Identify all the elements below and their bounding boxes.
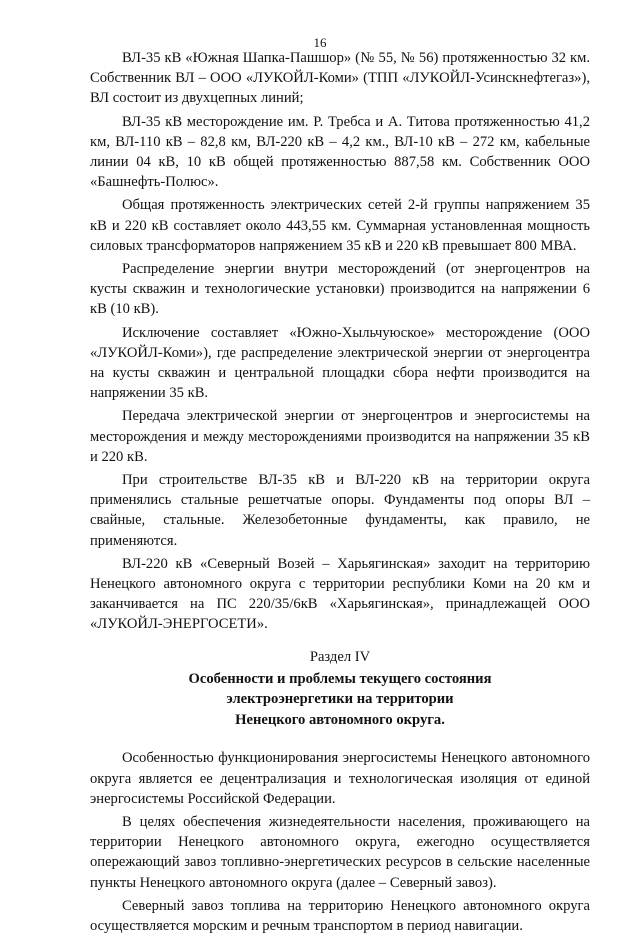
page-number: 16 — [313, 35, 327, 50]
paragraph: ВЛ-35 кВ «Южная Шапка-Пашшор» (№ 55, № 56) протяженностью 32 км. Собственник ВЛ – ООО «ЛУКОЙЛ-Коми» (ТПП «ЛУКОЙЛ-Усинскнефтегаз»), ВЛ состоит из двухцепных линий; — [90, 50, 590, 107]
section-title-line: Ненецкого автономного округа. — [235, 711, 445, 728]
paragraph: Общая протяженность электрических сетей 2-й группы напряжением 35 кВ и 220 кВ составляет около 443,55 км. Суммарная установленная мощность силовых трансформаторов напряжением 35 кВ и 220 кВ превышает 800 МВА. — [90, 197, 590, 254]
paragraph: Северный завоз топлива на территорию Ненецкого автономного округа осуществляется морским и речным транспортом в период навигации. — [90, 897, 590, 935]
paragraph: Особенностью функционирования энергосистемы Ненецкого автономного округа является ее децентрализация и технологическая изоляция от единой энергосистемы Российской Федерации. — [90, 750, 590, 807]
section-heading — [90, 647, 590, 731]
paragraph: При строительстве ВЛ-35 кВ и ВЛ-220 кВ на территории округа применялись стальные решетчатые опоры. Фундаменты под опоры ВЛ – свайные, стальные. Железобетонные фундаменты, как правило, не применяются. — [90, 472, 590, 549]
paragraph: Распределение энергии внутри месторождений (от энергоцентров на кусты скважин и технологические установки) производится на напряжении 6 кВ (10 кВ). — [90, 261, 590, 318]
paragraph: Исключение составляет «Южно-Хыльчуюское» месторождение (ООО «ЛУКОЙЛ-Коми»), где распределение электрической энергии от энергоцентра на кусты скважин и центральной площадки сбора нефти производится на напряжении 35 кВ. — [90, 324, 590, 402]
paragraph: В целях обеспечения жизнедеятельности населения, проживающего на территории Ненецкого автономного округа, ежегодно осуществляется опережающий завоз топливно-энергетических ресурсов в сельские населенные пункты Ненецкого автономного округа (далее – Северный завоз). — [90, 814, 590, 891]
paragraph: ВЛ-35 кВ месторождение им. Р. Требса и А. Титова протяженностью 41,2 км, ВЛ-110 кВ – 82,8 км, ВЛ-220 кВ – 4,2 км., ВЛ-10 кВ – 272 км, кабельные линии 04 кВ, 10 кВ общей протяженностью 887,58 км. Собственник ООО «Башнефть-Полюс». — [90, 113, 590, 191]
section-title-line: Особенности и проблемы текущего состояния — [188, 670, 492, 687]
paragraph: Передача электрической энергии от энергоцентров и энергосистемы на месторождения и между месторождениями производится на напряжении 35 кВ и 220 кВ. — [90, 408, 590, 465]
section-label: Раздел IV — [309, 648, 371, 665]
section-title-line: электроэнергетики на территории — [226, 691, 454, 708]
document-body — [90, 48, 590, 939]
paragraph: ВЛ-220 кВ «Северный Возей – Харьягинская» заходит на территорию Ненецкого автономного округа с территории республики Коми на 20 км и заканчивается на ПС 220/35/6кВ «Харьягинская», принадлежащей ООО «ЛУКОЙЛ-ЭНЕРГОСЕТИ». — [90, 555, 590, 633]
